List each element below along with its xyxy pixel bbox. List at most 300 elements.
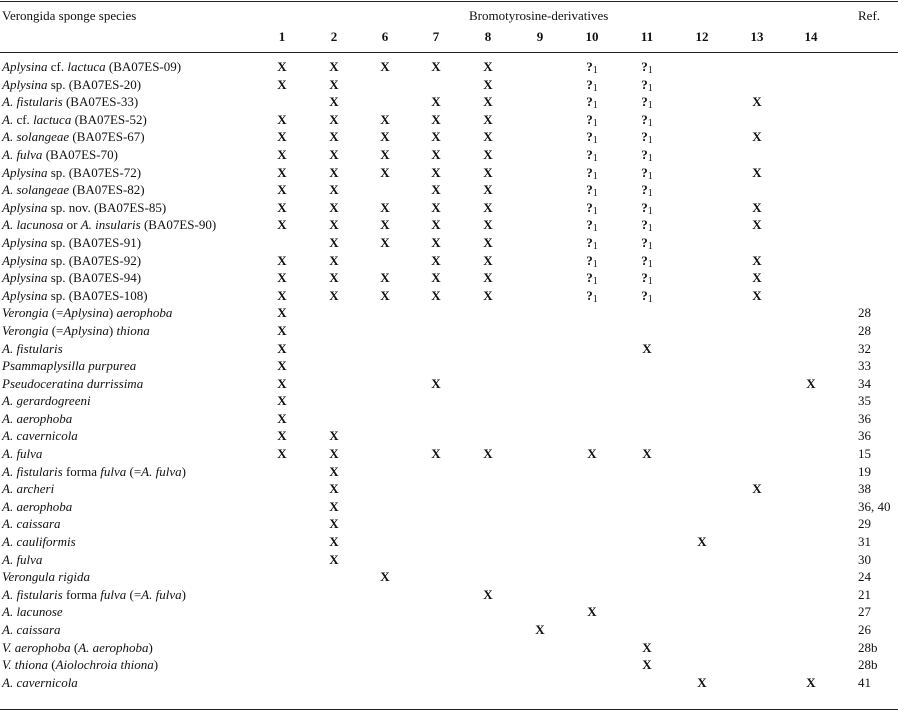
reference-number: 28b <box>858 639 878 655</box>
reference-number: 32 <box>858 340 871 356</box>
species-name <box>2 481 54 497</box>
uncertain-mark: $?_1$ <box>641 234 653 252</box>
presence-mark: X <box>329 551 339 567</box>
uncertain-mark: $?_1$ <box>586 199 598 217</box>
compound-group-header: Bromotyrosine-derivatives <box>469 8 609 23</box>
species-name-part: A. aerophoba <box>2 498 73 514</box>
presence-mark: X <box>752 270 762 286</box>
presence-mark: X <box>380 129 390 145</box>
compound-column-6: 6 <box>381 29 389 44</box>
presence-mark: X <box>431 94 441 110</box>
presence-mark: X <box>277 305 287 321</box>
presence-mark: X <box>483 287 493 303</box>
presence-mark: X <box>329 164 339 180</box>
reference-number: 36, 40 <box>858 498 891 514</box>
species-name <box>2 657 158 673</box>
species-name-part: A. solangeae <box>2 129 70 145</box>
table-row <box>0 112 898 130</box>
species-name-part: A. caissara <box>2 516 61 532</box>
species-name-part: A. lacunosa <box>2 217 64 233</box>
species-name-part: Pseudoceratina durrissima <box>2 375 144 391</box>
presence-mark: X <box>806 375 816 391</box>
presence-mark: X <box>277 217 287 233</box>
presence-mark: X <box>329 270 339 286</box>
reference-number: 19 <box>858 463 871 479</box>
uncertain-mark: $?_1$ <box>641 111 653 129</box>
uncertain-mark: $?_1$ <box>641 129 653 147</box>
table-row <box>0 253 898 271</box>
presence-mark: X <box>587 446 597 462</box>
reference-number: 28 <box>858 305 871 321</box>
table-row <box>0 376 898 394</box>
reference-number: 28b <box>858 657 878 673</box>
presence-mark: X <box>535 622 545 637</box>
table-row <box>0 657 898 675</box>
presence-mark: X <box>380 569 390 585</box>
presence-mark: X <box>483 446 493 462</box>
uncertain-mark: $?_1$ <box>586 59 598 76</box>
reference-number: 36 <box>858 428 871 444</box>
species-name <box>2 253 141 269</box>
presence-mark: X <box>277 358 287 374</box>
bottom-rule <box>0 709 898 710</box>
species-name-part: cf. <box>13 111 34 127</box>
presence-mark: X <box>329 234 339 250</box>
species-name-part: A. aerophoba <box>2 410 73 426</box>
species-name <box>2 411 72 427</box>
presence-mark: X <box>380 270 390 286</box>
species-name-part: Aplysina <box>2 59 48 74</box>
presence-mark: X <box>431 234 441 250</box>
species-name-part: A. caissara <box>2 622 61 637</box>
species-name-part: Aplysina <box>2 287 48 303</box>
species-name-part: A. cavernicola <box>2 674 78 690</box>
table-row <box>0 411 898 429</box>
presence-mark: X <box>329 516 339 532</box>
species-name-part: (BA07ES-70) <box>42 146 118 162</box>
species-name-part: ( <box>70 639 79 655</box>
uncertain-mark: $?_1$ <box>641 287 653 305</box>
presence-mark: X <box>483 586 493 602</box>
species-name-part: A. fulva <box>141 463 182 479</box>
species-name-part: (BA07ES-67) <box>69 129 145 145</box>
table-row <box>0 59 898 77</box>
presence-mark: X <box>431 146 441 162</box>
species-name-part: (BA07ES-09) <box>105 59 182 74</box>
uncertain-mark: $?_1$ <box>586 111 598 129</box>
presence-mark: X <box>697 674 707 690</box>
uncertain-mark: $?_1$ <box>586 76 598 94</box>
reference-number: 31 <box>858 534 871 550</box>
presence-mark: X <box>431 217 441 233</box>
presence-mark: X <box>329 481 339 497</box>
table-row <box>0 675 898 693</box>
table-row <box>0 341 898 359</box>
presence-mark: X <box>752 129 762 145</box>
table-row <box>0 499 898 517</box>
presence-mark: X <box>329 463 339 479</box>
presence-mark: X <box>329 182 339 198</box>
presence-mark: X <box>483 199 493 215</box>
reference-number: 35 <box>858 393 871 409</box>
species-name <box>2 147 118 163</box>
presence-mark: X <box>329 287 339 303</box>
species-name-part: lactuca <box>33 111 72 127</box>
reference-number: 33 <box>858 358 871 374</box>
species-name-part: A. fistularis <box>2 586 63 602</box>
reference-number: 34 <box>858 375 871 391</box>
species-name-part: Aplysina <box>2 252 48 268</box>
species-name-part: ) <box>148 639 153 655</box>
table-row <box>0 182 898 200</box>
uncertain-mark: $?_1$ <box>586 182 598 200</box>
species-name-part: A. fistularis <box>2 340 63 356</box>
species-name-part: Aplysina <box>2 234 48 250</box>
species-name-part: A. fulva <box>2 551 43 567</box>
compound-column-10: 10 <box>585 29 599 44</box>
presence-mark: X <box>752 217 762 233</box>
species-name-part: Aplysina <box>2 270 48 286</box>
uncertain-mark: $?_1$ <box>586 129 598 147</box>
species-name <box>2 323 150 339</box>
table-row <box>0 604 898 622</box>
presence-mark: X <box>277 287 287 303</box>
species-name <box>2 552 42 568</box>
species-name <box>2 165 141 181</box>
reference-number: 41 <box>858 674 871 690</box>
table-row <box>0 393 898 411</box>
species-name-part: Verongia <box>2 305 49 321</box>
table-row <box>0 569 898 587</box>
species-name-part: Psammaplysilla purpurea <box>2 358 137 374</box>
species-name-part: Aplysina <box>2 199 48 215</box>
species-name-part: ) <box>108 305 117 321</box>
species-name-part: V. aerophoba <box>2 639 71 655</box>
presence-mark: X <box>483 111 493 127</box>
species-name-part: (= <box>126 586 142 602</box>
species-name-part: A. fulva <box>2 446 43 462</box>
presence-mark: X <box>483 146 493 162</box>
presence-mark: X <box>277 252 287 268</box>
species-name <box>2 640 153 656</box>
species-name-part: (BA07ES-90) <box>140 217 217 233</box>
table-row <box>0 77 898 95</box>
presence-mark: X <box>380 146 390 162</box>
species-name-part: fulva <box>100 586 127 602</box>
top-rule <box>0 1 898 2</box>
table-row <box>0 235 898 253</box>
species-name-part: A. fulva <box>2 146 43 162</box>
species-name-part: (= <box>126 463 142 479</box>
presence-mark: X <box>642 657 652 673</box>
reference-number: 24 <box>858 569 871 585</box>
presence-mark: X <box>483 252 493 268</box>
presence-mark: X <box>277 428 287 444</box>
presence-mark: X <box>431 59 441 74</box>
species-name <box>2 499 72 515</box>
presence-mark: X <box>483 217 493 233</box>
presence-mark: X <box>329 217 339 233</box>
compound-column-1: 1 <box>278 29 286 44</box>
species-name-part: forma <box>62 586 101 602</box>
uncertain-mark: $?_1$ <box>641 252 653 270</box>
table-row <box>0 534 898 552</box>
presence-mark: X <box>329 59 339 74</box>
presence-mark: X <box>431 287 441 303</box>
presence-mark: X <box>752 94 762 110</box>
presence-mark: X <box>329 199 339 215</box>
presence-mark: X <box>277 270 287 286</box>
species-name-part: A. <box>2 111 14 127</box>
table-row <box>0 270 898 288</box>
species-table-body <box>0 59 898 692</box>
presence-mark: X <box>431 252 441 268</box>
table-row <box>0 640 898 658</box>
species-name-part: A. cavernicola <box>2 428 78 444</box>
presence-mark: X <box>431 199 441 215</box>
presence-mark: X <box>431 446 441 462</box>
uncertain-mark: $?_1$ <box>586 287 598 305</box>
table-row <box>0 217 898 235</box>
species-name <box>2 446 42 462</box>
presence-mark: X <box>752 199 762 215</box>
species-name-part: sp. (BA07ES-94) <box>47 270 142 286</box>
presence-mark: X <box>277 76 287 92</box>
species-name <box>2 129 145 145</box>
presence-mark: X <box>431 111 441 127</box>
compound-number-header-row <box>0 29 898 47</box>
table-row <box>0 446 898 464</box>
species-name-part: A. archeri <box>2 481 55 497</box>
table-row <box>0 587 898 605</box>
species-name <box>2 200 166 216</box>
species-name-part: Verongia <box>2 322 49 338</box>
presence-mark: X <box>277 59 287 74</box>
uncertain-mark: $?_1$ <box>641 182 653 200</box>
uncertain-mark: $?_1$ <box>641 270 653 288</box>
table-row <box>0 481 898 499</box>
uncertain-mark: $?_1$ <box>586 252 598 270</box>
presence-mark: X <box>329 252 339 268</box>
presence-mark: X <box>752 287 762 303</box>
species-name-part: A. cauliformis <box>2 534 76 550</box>
species-name-part: sp. nov. (BA07ES-85) <box>47 199 167 215</box>
reference-number: 28 <box>858 322 871 338</box>
presence-mark: X <box>277 146 287 162</box>
presence-mark: X <box>380 217 390 233</box>
compound-column-9: 9 <box>536 29 544 44</box>
presence-mark: X <box>483 129 493 145</box>
reference-number: 36 <box>858 410 871 426</box>
species-name-part: A. lacunose <box>2 604 63 620</box>
species-name-part: ) <box>108 322 117 338</box>
species-name-part: (= <box>48 322 64 338</box>
table-row <box>0 200 898 218</box>
species-name-part: sp. (BA07ES-91) <box>47 234 142 250</box>
table-row <box>0 622 898 640</box>
presence-mark: X <box>380 287 390 303</box>
species-name <box>2 358 136 374</box>
table-row <box>0 165 898 183</box>
species-name <box>2 305 172 321</box>
reference-column-header: Ref. <box>858 8 881 23</box>
species-name-part: Aplysina <box>63 305 109 321</box>
species-name <box>2 569 90 585</box>
table-row <box>0 464 898 482</box>
species-name-part: sp. (BA07ES-108) <box>47 287 148 303</box>
presence-mark: X <box>431 164 441 180</box>
uncertain-mark: $?_1$ <box>641 164 653 182</box>
uncertain-mark: $?_1$ <box>586 270 598 288</box>
presence-mark: X <box>277 375 287 391</box>
presence-mark: X <box>380 199 390 215</box>
species-name-part: or <box>63 217 81 233</box>
presence-mark: X <box>431 129 441 145</box>
presence-mark: X <box>277 322 287 338</box>
presence-mark: X <box>277 111 287 127</box>
presence-mark: X <box>380 234 390 250</box>
presence-mark: X <box>642 639 652 655</box>
presence-mark: X <box>483 76 493 92</box>
species-name <box>2 587 186 603</box>
presence-mark: X <box>277 199 287 215</box>
species-name-part: fulva <box>100 463 127 479</box>
presence-mark: X <box>329 534 339 550</box>
species-name <box>2 112 147 128</box>
presence-mark: X <box>277 340 287 356</box>
species-name-part: forma <box>62 463 101 479</box>
table-row <box>0 552 898 570</box>
presence-mark: X <box>277 410 287 426</box>
species-name-part: Aplysina <box>2 164 48 180</box>
presence-mark: X <box>277 182 287 198</box>
presence-mark: X <box>380 59 390 74</box>
species-name-part: A. aerophoba <box>78 639 149 655</box>
species-name <box>2 534 76 550</box>
table-row <box>0 147 898 165</box>
species-name-part: sp. (BA07ES-92) <box>47 252 142 268</box>
table-row <box>0 323 898 341</box>
species-name <box>2 464 186 480</box>
species-name-part: Aiolochroia thiona <box>55 657 154 673</box>
table-row <box>0 305 898 323</box>
reference-number: 30 <box>858 551 871 567</box>
species-name <box>2 341 63 357</box>
presence-mark: X <box>642 340 652 356</box>
uncertain-mark: $?_1$ <box>641 217 653 235</box>
species-name <box>2 604 63 620</box>
species-name <box>2 428 78 444</box>
species-name-part: ) <box>153 657 159 673</box>
presence-mark: X <box>380 111 390 127</box>
uncertain-mark: $?_1$ <box>586 217 598 235</box>
compound-column-11: 11 <box>640 29 654 44</box>
species-name-part: A. fulva <box>141 586 182 602</box>
species-name-part: thiona <box>116 322 150 338</box>
reference-number: 15 <box>858 446 871 462</box>
compound-column-8: 8 <box>484 29 492 44</box>
species-name <box>2 77 141 93</box>
table-row <box>0 516 898 534</box>
compound-column-2: 2 <box>330 29 338 44</box>
species-name-part: ( <box>48 657 56 673</box>
species-name-part: (BA07ES-52) <box>71 111 147 127</box>
species-name <box>2 59 181 75</box>
uncertain-mark: $?_1$ <box>641 199 653 217</box>
presence-mark: X <box>483 182 493 198</box>
species-name-part: aerophoba <box>116 305 173 321</box>
species-name-part: A. insularis <box>80 217 141 233</box>
compound-column-13: 13 <box>750 29 764 44</box>
species-name <box>2 94 138 110</box>
species-name-part: (= <box>48 305 64 321</box>
table-row <box>0 358 898 376</box>
species-name-part: cf. <box>47 59 68 74</box>
species-name <box>2 675 78 691</box>
uncertain-mark: $?_1$ <box>586 94 598 112</box>
presence-mark: X <box>329 76 339 92</box>
presence-mark: X <box>329 498 339 514</box>
species-name <box>2 376 143 392</box>
species-name-part: (BA07ES-33) <box>62 94 139 110</box>
presence-mark: X <box>329 111 339 127</box>
table-row <box>0 94 898 112</box>
species-name-part: ) <box>181 463 186 479</box>
species-name-part: A. fistularis <box>2 94 63 110</box>
presence-mark: X <box>329 146 339 162</box>
reference-number: 21 <box>858 586 871 602</box>
presence-mark: X <box>752 164 762 180</box>
compound-column-7: 7 <box>432 29 440 44</box>
species-name <box>2 182 145 198</box>
species-name-part: (BA07ES-82) <box>69 182 145 198</box>
presence-mark: X <box>329 94 339 110</box>
presence-mark: X <box>697 534 707 550</box>
table-row <box>0 129 898 147</box>
species-name <box>2 622 61 638</box>
presence-mark: X <box>329 446 339 462</box>
header-rule <box>0 52 898 53</box>
species-name <box>2 288 148 304</box>
uncertain-mark: $?_1$ <box>641 59 653 76</box>
reference-number: 27 <box>858 604 871 620</box>
presence-mark: X <box>329 428 339 444</box>
presence-mark: X <box>806 674 816 690</box>
presence-mark: X <box>277 446 287 462</box>
species-name-part: lactuca <box>67 59 106 74</box>
presence-mark: X <box>483 94 493 110</box>
presence-mark: X <box>380 164 390 180</box>
presence-mark: X <box>642 446 652 462</box>
uncertain-mark: $?_1$ <box>586 146 598 164</box>
presence-mark: X <box>483 59 493 74</box>
presence-mark: X <box>431 270 441 286</box>
species-name-part: Verongula rigida <box>2 569 90 585</box>
uncertain-mark: $?_1$ <box>641 94 653 112</box>
uncertain-mark: $?_1$ <box>641 76 653 94</box>
presence-mark: X <box>431 182 441 198</box>
presence-mark: X <box>329 129 339 145</box>
uncertain-mark: $?_1$ <box>641 146 653 164</box>
species-name <box>2 516 61 532</box>
uncertain-mark: $?_1$ <box>586 164 598 182</box>
species-name <box>2 235 141 251</box>
species-name-part: sp. (BA07ES-20) <box>47 76 142 92</box>
compound-column-12: 12 <box>695 29 709 44</box>
presence-mark: X <box>752 252 762 268</box>
species-name-part: A. fistularis <box>2 463 63 479</box>
species-name-part: V. thiona <box>2 657 48 673</box>
